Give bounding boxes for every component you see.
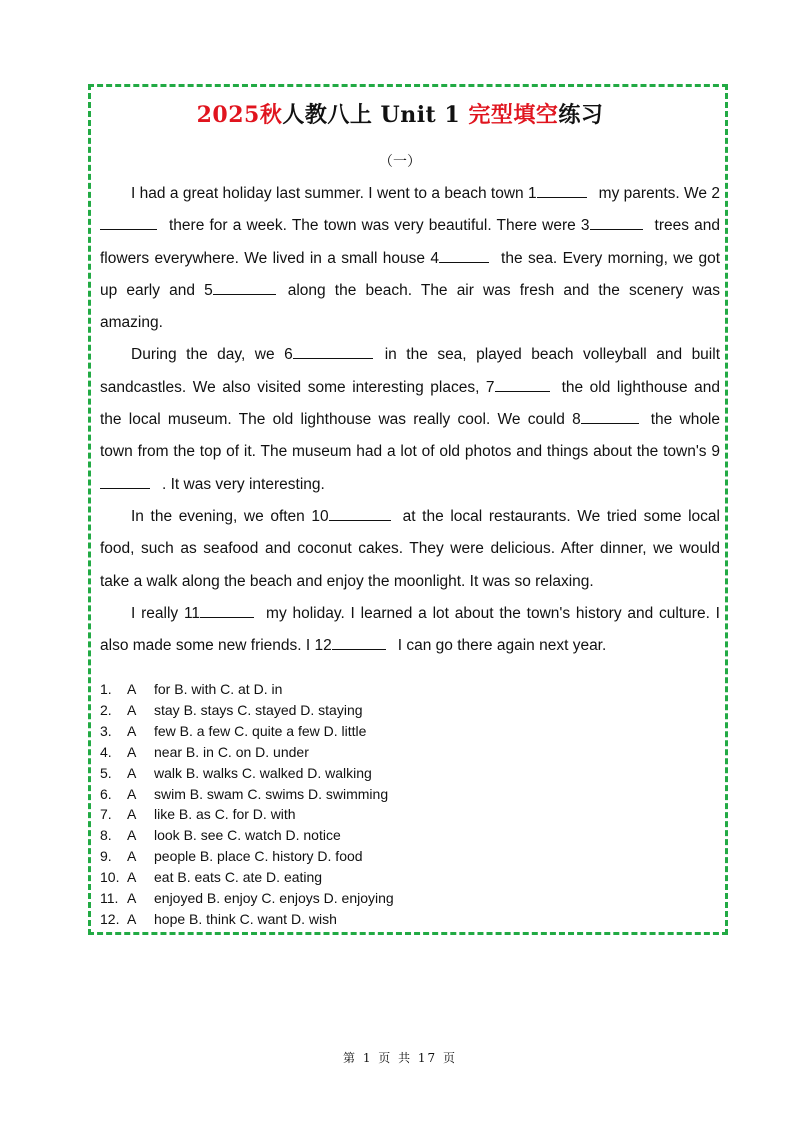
option-choices: for B. with C. at D. in [154,681,283,697]
option-lead: A [127,827,137,844]
option-number: 7. [100,806,112,823]
passage-paragraph-3 [100,501,720,598]
passage-text: my holiday. I learned a lot about the town's history and culture. I also made some new friends. I 12 [100,604,720,655]
option-number: 4. [100,743,112,760]
option-lead: A [127,722,137,739]
option-choices: people B. place C. history D. food [154,848,363,865]
option-item [100,804,700,825]
option-choices: near B. in C. on D. under [154,743,309,760]
blank-3 [590,215,643,230]
option-item [100,867,700,888]
option-choices: few B. a few C. quite a few D. little [154,722,367,739]
option-item [100,825,700,846]
passage-text: the old lighthouse and the local museum. The old lighthouse was really cool. We could 8 [100,378,720,429]
passage-text: I had a great holiday last summer. I went to a beach town 1 [131,185,537,202]
cloze-passage [100,178,720,662]
option-number: 8. [100,827,112,844]
option-choices: look B. see C. watch D. notice [154,827,341,844]
passage-text: along the beach. The air was fresh and the scenery was amazing. [100,281,720,332]
blank-11 [200,603,254,618]
title-suffix: 练习 [558,102,604,128]
option-lead: A [127,681,137,697]
passage-paragraph-4 [100,598,720,663]
passage-text: at the local restaurants. We tried some local food, such as seafood and coconut cakes. They were delicious. After dinner, we would take a walk along the beach and enjoy the moonlight. It was so relaxing. [100,507,720,590]
title-type: 完型填空 [468,102,559,128]
passage-text: . It was very interesting. [162,475,325,493]
option-number: 11. [100,890,119,907]
blank-6 [293,344,373,359]
option-lead: A [127,743,137,760]
option-item [100,888,700,909]
title-publisher-grade: 人教八上 Unit 1 [282,102,469,128]
option-item [100,721,700,742]
option-lead: A [127,701,137,718]
passage-text: trees and flowers everywhere. We lived in a small house 4 [100,217,721,267]
option-lead: A [127,785,137,802]
page-footer: 第 1 页 共 17 页 [343,1051,457,1065]
option-number: 9. [100,848,112,865]
option-number: 12. [100,910,120,927]
blank-12 [332,635,386,650]
blank-8 [581,409,639,424]
blank-9 [100,474,150,489]
title-season: 秋 [259,102,283,128]
blank-5 [213,280,276,295]
option-lead: A [127,910,137,927]
passage-text: my parents. We 2 [598,185,720,202]
passage-text: in the sea, played beach volleyball and built sandcastles. We also visited some interesting places, 7 [100,346,720,396]
blank-4 [439,248,489,263]
option-number: 1. [100,681,112,697]
option-choices: like B. as C. for D. with [154,806,296,823]
blank-7 [495,377,550,392]
option-item [100,846,700,867]
option-item [100,909,700,930]
passage-text: there for a week. The town was very beautiful. There were 3 [169,217,590,235]
section-label: （一） [379,154,421,170]
option-choices: stay B. stays C. stayed D. staying [154,701,363,718]
blank-1 [537,183,587,198]
option-choices: hope B. think C. want D. wish [154,910,337,927]
passage-text: I really 11 [131,604,201,622]
option-choices: swim B. swam C. swims D. swimming [154,785,389,802]
answer-options-list [100,679,700,930]
blank-2 [100,215,157,230]
option-lead: A [127,890,137,907]
option-item [100,784,700,805]
option-item [100,763,700,784]
passage-text: I can go there again next year. [397,637,607,655]
blank-10 [329,506,391,521]
option-lead: A [127,848,137,865]
option-number: 10. [100,869,120,886]
option-choices: eat B. eats C. ate D. eating [154,869,323,886]
option-item [100,742,700,763]
option-lead: A [127,806,137,823]
title-year: 2025 [196,102,260,128]
page-title [0,98,800,129]
passage-text: the sea. Every morning, we got up early and 5 [100,249,721,299]
passage-paragraph-1 [100,178,720,339]
option-lead: A [127,764,137,781]
option-lead: A [127,869,137,886]
option-item [100,679,700,700]
passage-paragraph-2 [100,339,720,500]
option-choices: enjoyed B. enjoy C. enjoys D. enjoying [154,890,394,907]
option-number: 5. [100,764,112,781]
option-choices: walk B. walks C. walked D. walking [154,764,372,781]
passage-text: During the day, we 6 [131,346,293,364]
option-number: 6. [100,785,112,802]
option-number: 3. [100,722,112,739]
passage-text: In the evening, we often 10 [131,507,329,525]
option-number: 2. [100,701,112,718]
passage-text: the whole town from the top of it. The museum had a lot of old photos and things about the town's 9 [100,411,720,461]
option-item [100,700,700,721]
